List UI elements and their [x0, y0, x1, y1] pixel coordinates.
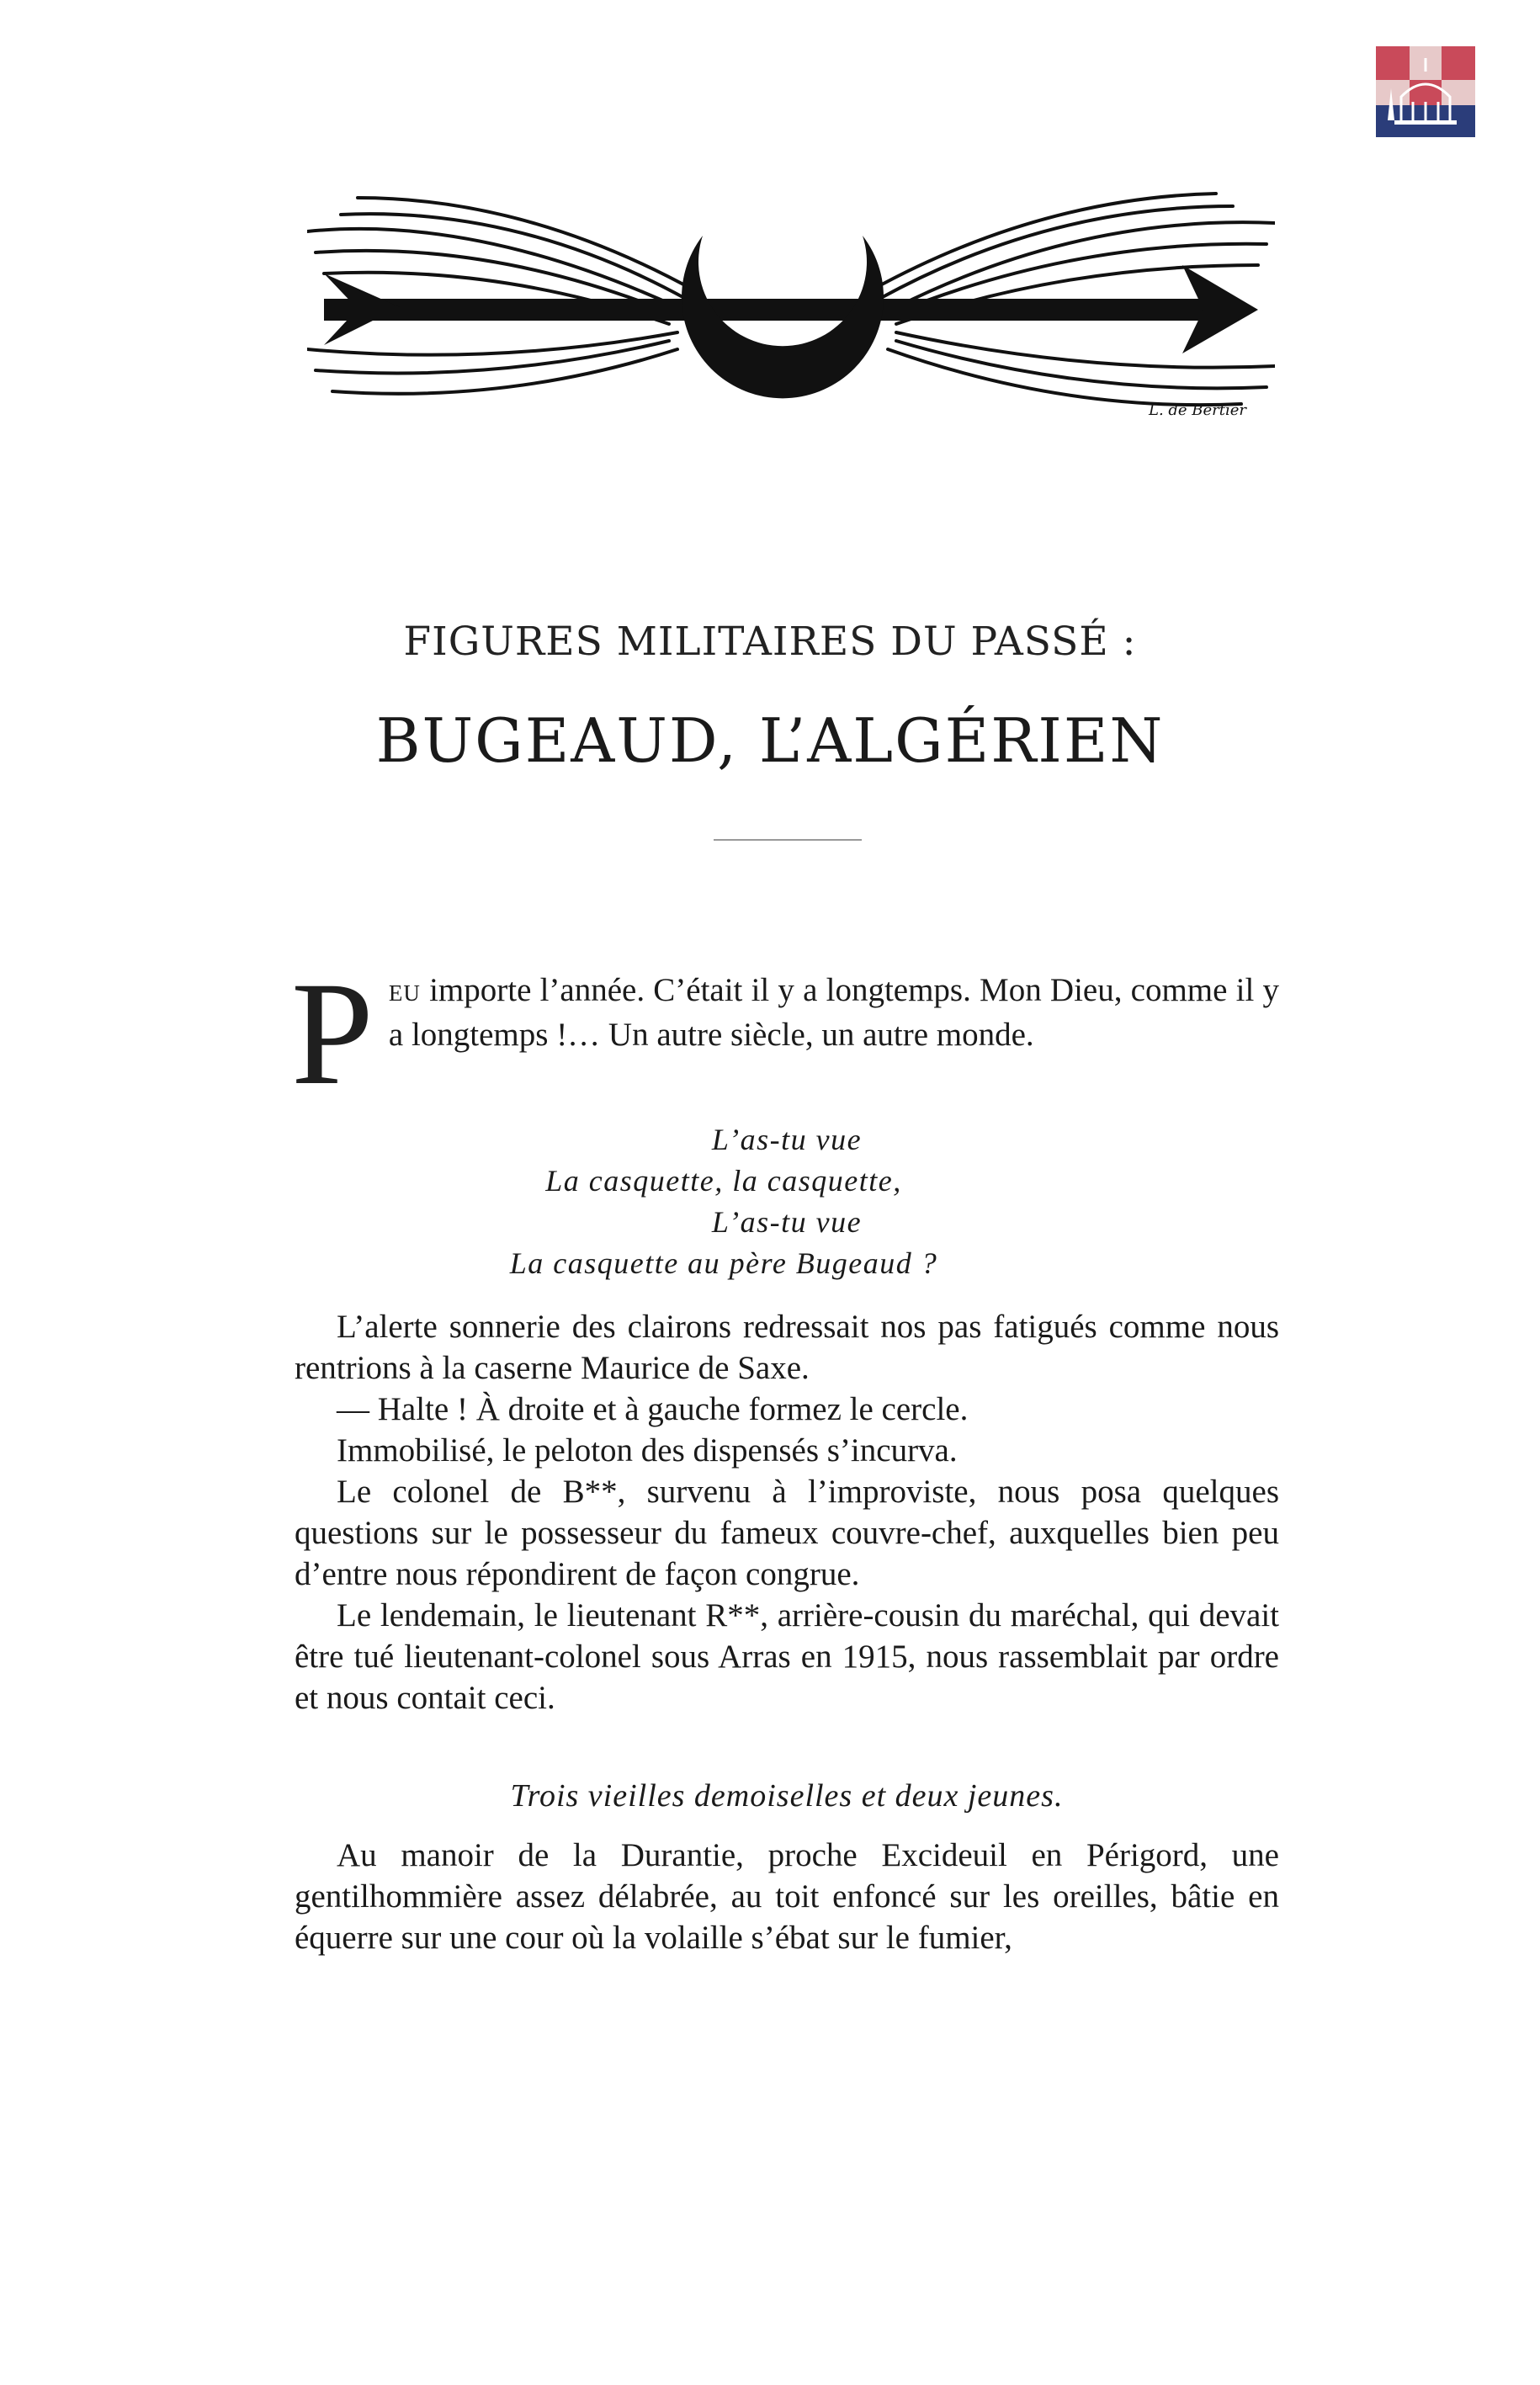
small-caps-lead: EU [388, 980, 421, 1006]
body-text [295, 1306, 1279, 1718]
opening-paragraph [291, 952, 1279, 1116]
verse-line: L’as-tu vue [711, 1205, 863, 1239]
ornament-signature: L. de Bertier [1149, 401, 1247, 419]
final-paragraph [295, 1835, 1279, 1958]
verse-line: La casquette, la casquette, [545, 1164, 902, 1198]
paragraph: Au manoir de la Durantie, proche Excideuil en Périgord, une gentilhommière assez délabrée, au toit enfoncé sur les oreilles, bâtie en équerre sur une cour où la volaille s’ébat sur le fumier, [295, 1837, 1279, 1956]
building-icon [1376, 46, 1475, 147]
paragraph: Le colonel de B**, survenu à l’improviste, nous posa quelques questions sur le possesseur du fameux couvre-chef, auxquelles bien peu d’entre nous répondirent de façon congrue. [295, 1474, 1279, 1592]
paragraph: L’alerte sonnerie des clairons redressait nos pas fatigués comme nous rentrions à la caserne Maurice de Saxe. [295, 1309, 1279, 1386]
song-verse [295, 1119, 1279, 1284]
title-divider [714, 839, 862, 841]
dialogue-line: — Halte ! À droite et à gauche formez le cercle. [337, 1391, 969, 1427]
section-subheading: Trois vieilles demoiselles et deux jeunes. [510, 1778, 1064, 1814]
paragraph: Immobilisé, le peloton des dispensés s’incurva. [337, 1432, 958, 1469]
opening-text: importe l’année. C’était il y a longtemps. Mon Dieu, comme il y a longtemps !… Un autre siècle, un autre monde. [388, 972, 1279, 1053]
paragraph: Le lendemain, le lieutenant R**, arrière-cousin du maréchal, qui devait être tué lieutenant-colonel sous Arras en 1915, nous rassemblait par ordre et nous contait ceci. [295, 1597, 1279, 1716]
verse-line: La casquette au père Bugeaud ? [509, 1246, 938, 1280]
drop-cap: P [291, 952, 374, 1116]
publisher-logo [1376, 46, 1475, 147]
page-kicker: FIGURES MILITAIRES DU PASSÉ : [403, 619, 1137, 665]
crescent-arrow-ornament [307, 181, 1275, 433]
verse-line: L’as-tu vue [711, 1123, 863, 1156]
page-title: BUGEAUD, L’ALGÉRIEN [375, 705, 1165, 776]
